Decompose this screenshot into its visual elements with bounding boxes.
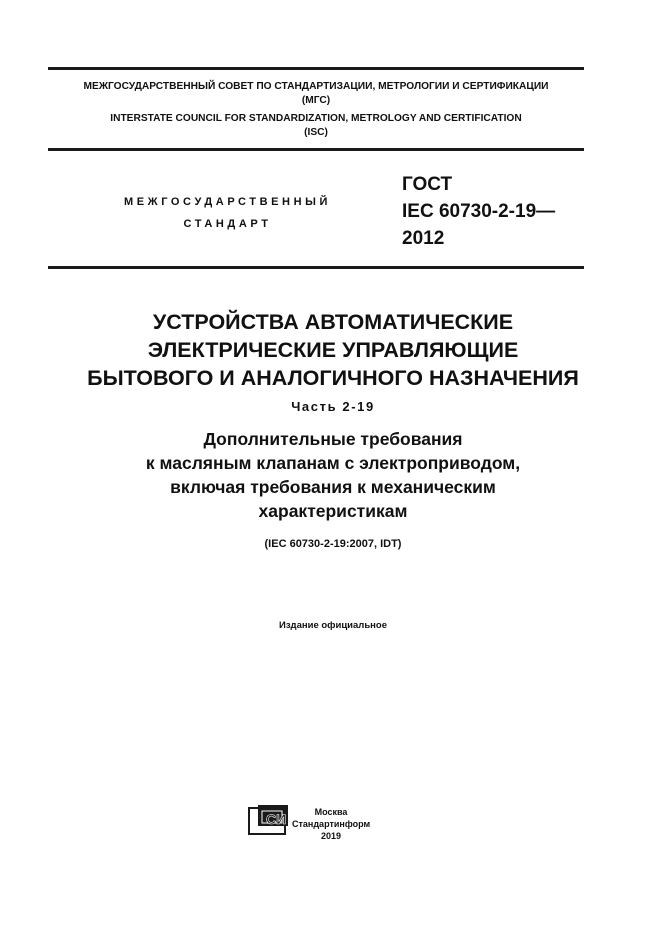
council-abbr-ru: (МГС): [301, 95, 331, 106]
council-name-ru: [48, 80, 584, 108]
publisher-info: [292, 806, 370, 842]
top-rule: [48, 67, 584, 70]
lower-rule: [48, 266, 584, 269]
council-name-ru-line: МЕЖГОСУДАРСТВЕННЫЙ СОВЕТ ПО СТАНДАРТИЗАЦИИ, МЕТРОЛОГИИ И СЕРТИФИКАЦИИ: [83, 81, 549, 92]
council-abbr-en: (ISC): [304, 127, 328, 138]
edition-label: Издание официальное: [279, 620, 387, 631]
document-title: [48, 308, 618, 392]
standartinform-logo-icon: [248, 804, 288, 836]
subtitle-line4: характеристикам: [258, 501, 408, 521]
designation-line1: ГОСТ: [402, 174, 453, 195]
title-line1: УСТРОЙСТВА АВТОМАТИЧЕСКИЕ: [152, 310, 514, 334]
designation-line3: 2012: [402, 228, 445, 249]
publication-year: 2019: [320, 831, 342, 841]
publisher-city: Москва: [314, 807, 348, 817]
svg-text:СИ: СИ: [266, 811, 287, 827]
subtitle-line2: к масляным клапанам с электроприводом,: [145, 453, 521, 473]
standard-type: [100, 191, 355, 235]
council-name-en: [48, 112, 584, 140]
middle-rule: [48, 148, 584, 151]
equivalence-note: (IEC 60730-2-19:2007, IDT): [264, 538, 402, 550]
title-line2: ЭЛЕКТРИЧЕСКИЕ УПРАВЛЯЮЩИЕ: [147, 338, 519, 362]
council-name-en-line: INTERSTATE COUNCIL FOR STANDARDIZATION, METROLOGY AND CERTIFICATION: [110, 113, 522, 124]
standard-designation: [402, 171, 555, 252]
subtitle-line3: включая требования к механическим: [170, 477, 496, 497]
designation-line2: IEC 60730-2-19—: [402, 201, 556, 222]
publisher-name: Стандартинформ: [292, 819, 371, 829]
document-subtitle: [48, 427, 618, 523]
standard-type-line1: МЕЖГОСУДАРСТВЕННЫЙ: [123, 196, 332, 208]
standard-type-line2: СТАНДАРТ: [183, 218, 272, 230]
subtitle-line1: Дополнительные требования: [203, 429, 463, 449]
part-number: Часть 2-19: [291, 399, 375, 414]
title-line3: БЫТОВОГО И АНАЛОГИЧНОГО НАЗНАЧЕНИЯ: [87, 366, 579, 390]
